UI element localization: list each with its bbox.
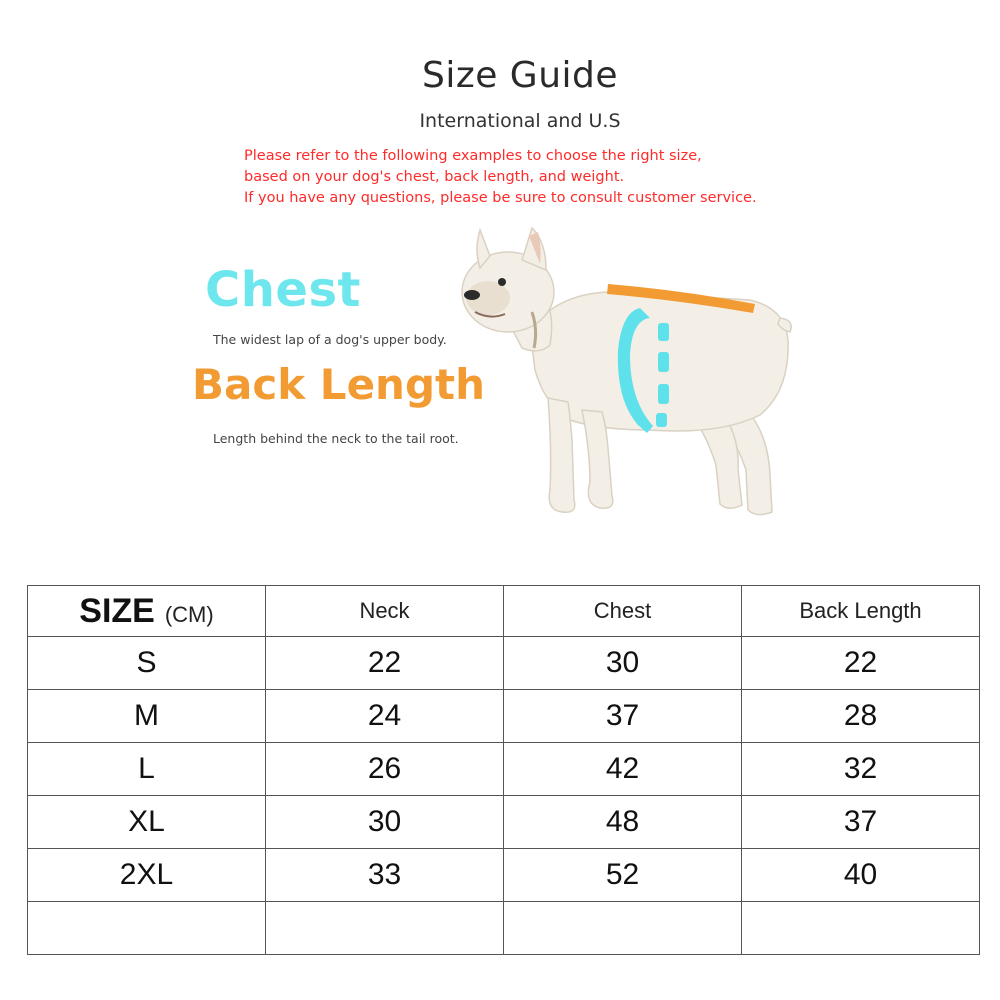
table-row xyxy=(28,690,980,743)
size-cell: M xyxy=(28,690,266,743)
neck-cell: 30 xyxy=(266,796,504,849)
size-cell: XL xyxy=(28,796,266,849)
table-row xyxy=(28,796,980,849)
column-header-neck: Neck xyxy=(266,586,504,637)
size-cell: L xyxy=(28,743,266,796)
column-header-chest: Chest xyxy=(504,586,742,637)
chest-heading: Chest xyxy=(205,262,361,318)
size-cell: S xyxy=(28,637,266,690)
back-length-description: Length behind the neck to the tail root. xyxy=(213,431,459,446)
chest-cell: 37 xyxy=(504,690,742,743)
size-header-cell xyxy=(28,586,266,637)
back-length-cell: 32 xyxy=(742,743,980,796)
size-cell: 2XL xyxy=(28,849,266,902)
empty-cell xyxy=(742,902,980,955)
back-length-cell: 37 xyxy=(742,796,980,849)
empty-cell xyxy=(504,902,742,955)
column-header-back-length: Back Length xyxy=(742,586,980,637)
size-header-label: SIZE xyxy=(79,591,155,630)
chest-cell: 30 xyxy=(504,637,742,690)
neck-cell: 24 xyxy=(266,690,504,743)
empty-cell xyxy=(266,902,504,955)
table-row xyxy=(28,849,980,902)
page-subtitle: International and U.S xyxy=(419,110,621,132)
table-row xyxy=(28,637,980,690)
neck-cell: 22 xyxy=(266,637,504,690)
table-header-row xyxy=(28,586,980,637)
dog-illustration xyxy=(450,220,830,530)
table-row-empty xyxy=(28,902,980,955)
back-length-cell: 22 xyxy=(742,637,980,690)
notice-line-2: based on your dog's chest, back length, and weight. xyxy=(244,169,625,185)
empty-cell xyxy=(28,902,266,955)
unit-label: (CM) xyxy=(164,601,214,627)
table-row xyxy=(28,743,980,796)
size-table xyxy=(27,585,980,955)
back-length-cell: 28 xyxy=(742,690,980,743)
chest-description: The widest lap of a dog's upper body. xyxy=(213,332,447,347)
notice-line-3: If you have any questions, please be sure to consult customer service. xyxy=(244,190,757,206)
neck-cell: 26 xyxy=(266,743,504,796)
chest-cell: 42 xyxy=(504,743,742,796)
neck-cell: 33 xyxy=(266,849,504,902)
page-title: Size Guide xyxy=(421,55,619,96)
back-length-heading: Back Length xyxy=(192,360,485,409)
chest-cell: 48 xyxy=(504,796,742,849)
back-length-cell: 40 xyxy=(742,849,980,902)
notice-line-1: Please refer to the following examples to choose the right size, xyxy=(244,148,702,164)
chest-cell: 52 xyxy=(504,849,742,902)
